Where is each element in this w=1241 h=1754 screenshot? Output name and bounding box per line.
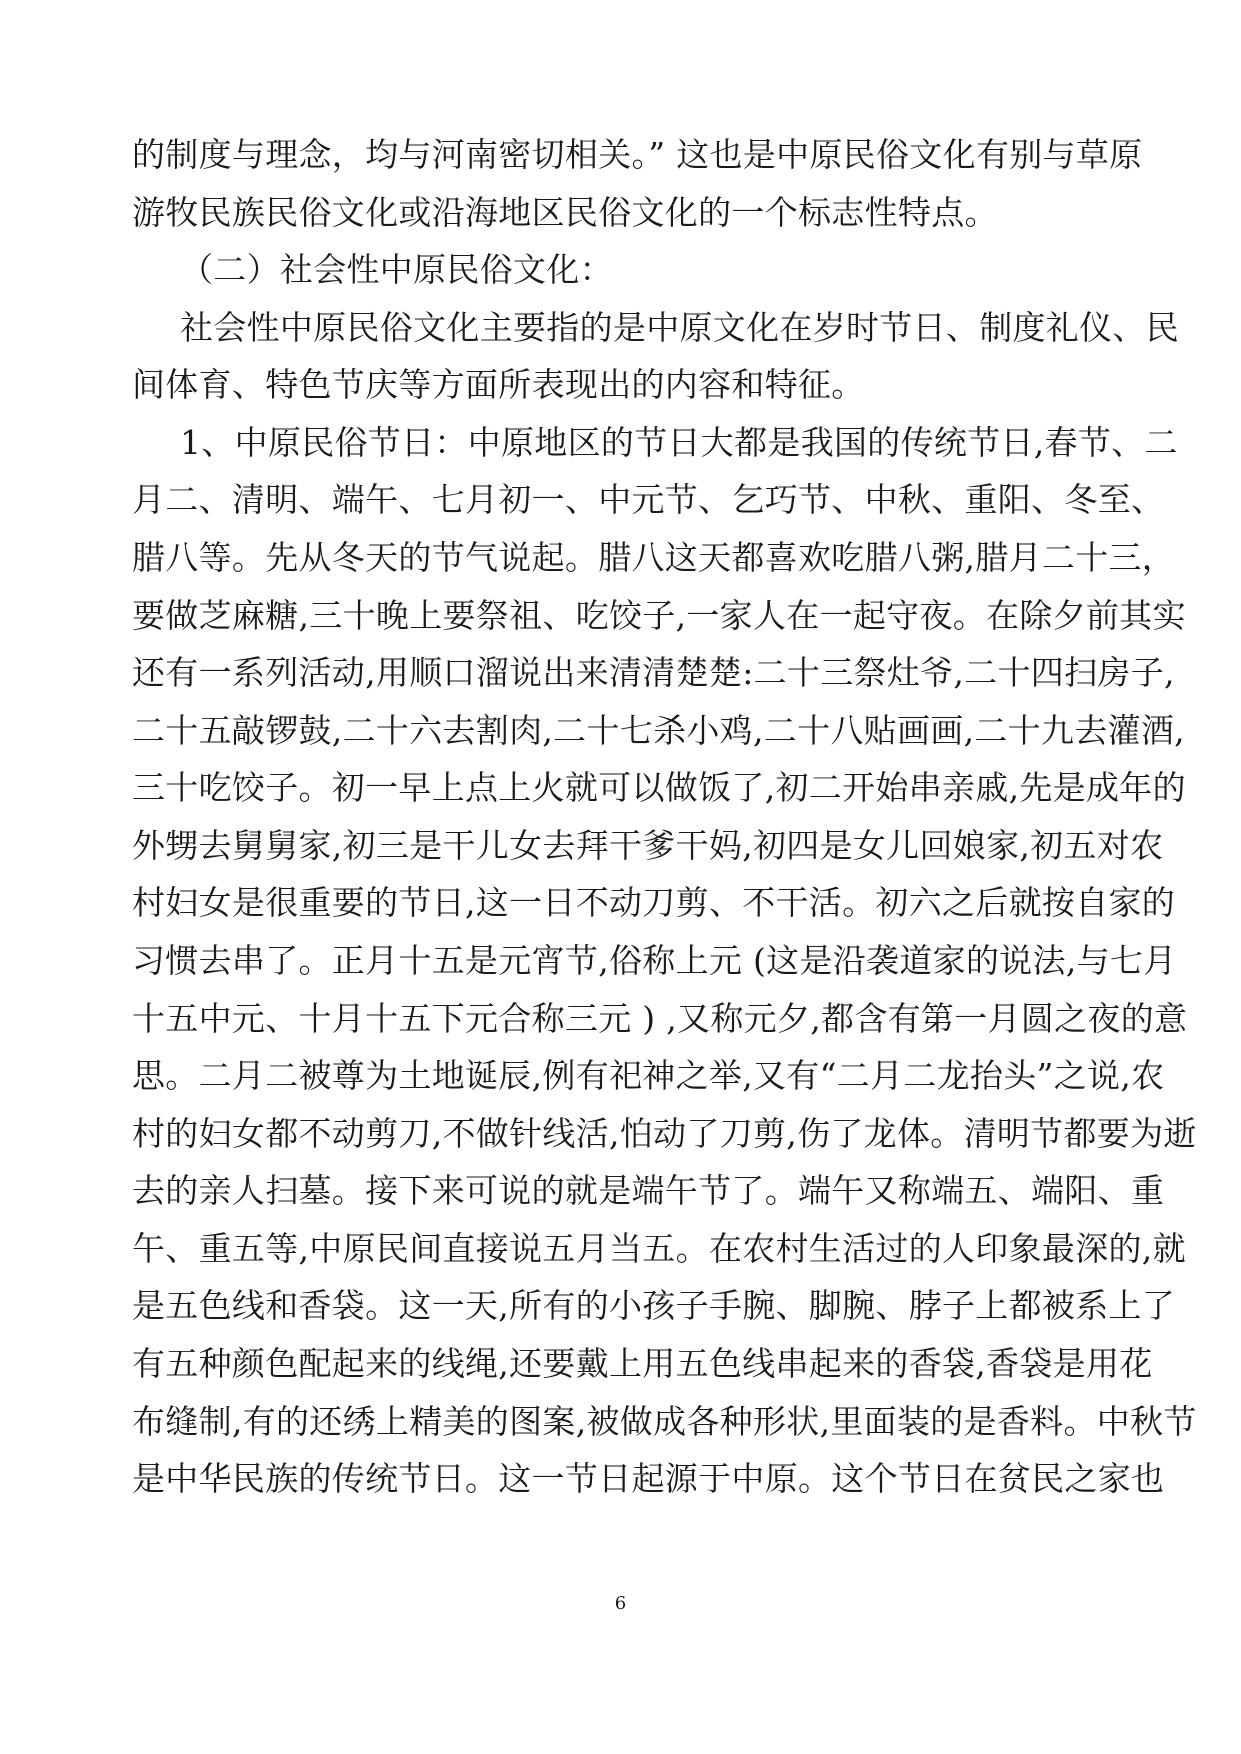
text-line: 间体育、特色节庆等方面所表现出的内容和特征。	[132, 365, 865, 404]
text-line: 有五种颜色配起来的线绳,还要戴上用五色线串起来的香袋,香袋是用花	[132, 1344, 1153, 1383]
text-line: 的制度与理念，均与河南密切相关。” 这也是中原民俗文化有别与草原	[132, 135, 1143, 174]
text-line: 二十五敲锣鼓,二十六去割肉,二十七杀小鸡,二十八贴画画,二十九去灌酒,	[132, 711, 1185, 750]
text-line: 午、重五等,中原民间直接说五月当五。在农村生活过的人印象最深的,就	[132, 1229, 1186, 1268]
text-line: 要做芝麻糖,三十晚上要祭祖、吃饺子,一家人在一起守夜。在除夕前其实	[132, 596, 1186, 635]
text-line: 十五中元、十月十五下元合称三元 ) ,又称元夕,都含有第一月圆之夜的意	[132, 999, 1188, 1038]
text-line: 村妇女是很重要的节日,这一日不动刀剪、不干活。初六之后就按自家的	[132, 883, 1176, 922]
text-line: 是五色线和香袋。这一天,所有的小孩子手腕、脚腕、脖子上都被系上了	[132, 1286, 1176, 1325]
text-line: 腊八等。先从冬天的节气说起。腊八这天都喜欢吃腊八粥,腊月二十三，	[132, 538, 1176, 577]
text-line: 还有一系列活动,用顺口溜说出来清清楚楚:二十三祭灶爷,二十四扫房子,	[132, 653, 1175, 692]
text-line: 习惯去串了。正月十五是元宵节,俗称上元 (这是沿袭道家的说法,与七月	[132, 941, 1177, 980]
text-line: 月二、清明、端午、七月初一、中元节、乞巧节、中秋、重阳、冬至、	[132, 480, 1165, 519]
section-heading: （二）社会性中原民俗文化：	[180, 250, 613, 289]
text-line: 外甥去舅舅家,初三是干儿女去拜干爹干妈,初四是女儿回娘家,初五对农	[132, 826, 1164, 865]
text-line: 思。二月二被尊为土地诞辰,例有祀神之举,又有“二月二龙抬头”之说,农	[132, 1056, 1165, 1095]
text-line: 去的亲人扫墓。接下来可说的就是端午节了。端午又称端五、端阳、重	[132, 1171, 1165, 1210]
text-line: 村的妇女都不动剪刀,不做针线活,怕动了刀剪,伤了龙体。清明节都要为逝	[132, 1114, 1197, 1153]
text-line: 布缝制,有的还绣上精美的图案,被做成各种形状,里面装的是香料。中秋节	[132, 1402, 1197, 1441]
text-line: 是中华民族的传统节日。这一节日起源于中原。这个节日在贫民之家也	[132, 1459, 1165, 1498]
text-line: 社会性中原民俗文化主要指的是中原文化在岁时节日、制度礼仪、民	[180, 308, 1179, 347]
page-number: 6	[614, 1593, 627, 1614]
text-line: 三十吃饺子。初一早上点上火就可以做饭了,初二开始串亲戚,先是成年的	[132, 768, 1186, 807]
text-line: 1、中原民俗节日：中原地区的节日大都是我国的传统节日,春节、二	[180, 423, 1178, 462]
text-line: 游牧民族民俗文化或沿海地区民俗文化的一个标志性特点。	[132, 193, 998, 232]
